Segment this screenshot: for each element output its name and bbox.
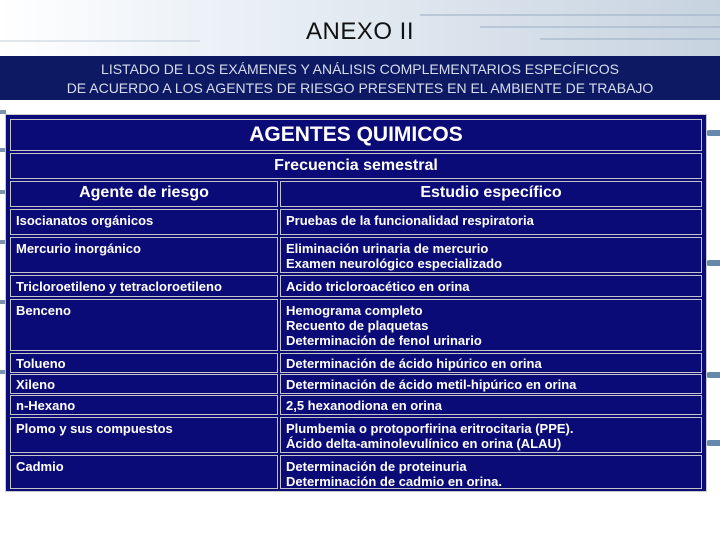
- study-line: Determinación de cadmio en orina.: [286, 474, 502, 489]
- table-row-study: [280, 374, 702, 394]
- table-row-agent: Xileno: [10, 374, 278, 394]
- table-row-agent: Cadmio: [10, 455, 278, 489]
- column-header-study: Estudio específico: [280, 181, 702, 207]
- table-row-study: [280, 209, 702, 235]
- study-line: 2,5 hexanodiona en orina: [286, 398, 443, 413]
- table-row-agent: n-Hexano: [10, 395, 278, 415]
- table-row-agent: Benceno: [10, 299, 278, 351]
- table-heading: AGENTES QUIMICOS: [10, 119, 702, 151]
- table-row-agent: Plomo y sus compuestos: [10, 417, 278, 453]
- frequency-heading: Frecuencia semestral: [10, 153, 702, 179]
- study-line: Eliminación urinaria de mercurio: [286, 241, 489, 256]
- study-line: Examen neurológico especializado: [286, 256, 503, 271]
- subtitle-bar: [0, 56, 720, 100]
- table-row-study: [280, 417, 702, 453]
- study-line: Determinación de ácido hipúrico en orina: [286, 356, 542, 371]
- table-row-study: [280, 275, 702, 297]
- table-row-study: [280, 237, 702, 273]
- study-line: Determinación de ácido metil-hipúrico en orina: [286, 377, 577, 392]
- table-row-agent: Tolueno: [10, 353, 278, 373]
- table-row-agent: Mercurio inorgánico: [10, 237, 278, 273]
- column-header-agent: Agente de riesgo: [10, 181, 278, 207]
- page-title: ANEXO II: [305, 18, 415, 45]
- study-line: Acido tricloroacético en orina: [286, 279, 470, 294]
- study-line: Plumbemia o protoporfirina eritrocitaria (PPE).: [286, 421, 574, 436]
- study-line: Recuento de plaquetas: [286, 318, 429, 333]
- chemical-agents-table: [5, 114, 707, 492]
- study-line: Hemograma completo: [286, 303, 423, 318]
- right-edge-decoration: [706, 110, 720, 490]
- table-row-agent: Tricloroetileno y tetracloroetileno: [10, 275, 278, 297]
- study-line: Determinación de proteinuria: [286, 459, 467, 474]
- table-row-study: [280, 395, 702, 415]
- table-row-study: [280, 299, 702, 351]
- table-row-study: [280, 353, 702, 373]
- study-line: Determinación de fenol urinario: [286, 333, 482, 348]
- table-row-study: [280, 455, 702, 489]
- subtitle-line-2: DE ACUERDO A LOS AGENTES DE RIESGO PRESENTES EN EL AMBIENTE DE TRABAJO: [66, 80, 654, 96]
- table-row-agent: Isocianatos orgánicos: [10, 209, 278, 235]
- study-line: Ácido delta-aminolevulínico en orina (ALAU): [286, 436, 562, 451]
- study-line: Pruebas de la funcionalidad respiratoria: [286, 213, 534, 228]
- subtitle-line-1: LISTADO DE LOS EXÁMENES Y ANÁLISIS COMPLEMENTARIOS ESPECÍFICOS: [101, 61, 619, 77]
